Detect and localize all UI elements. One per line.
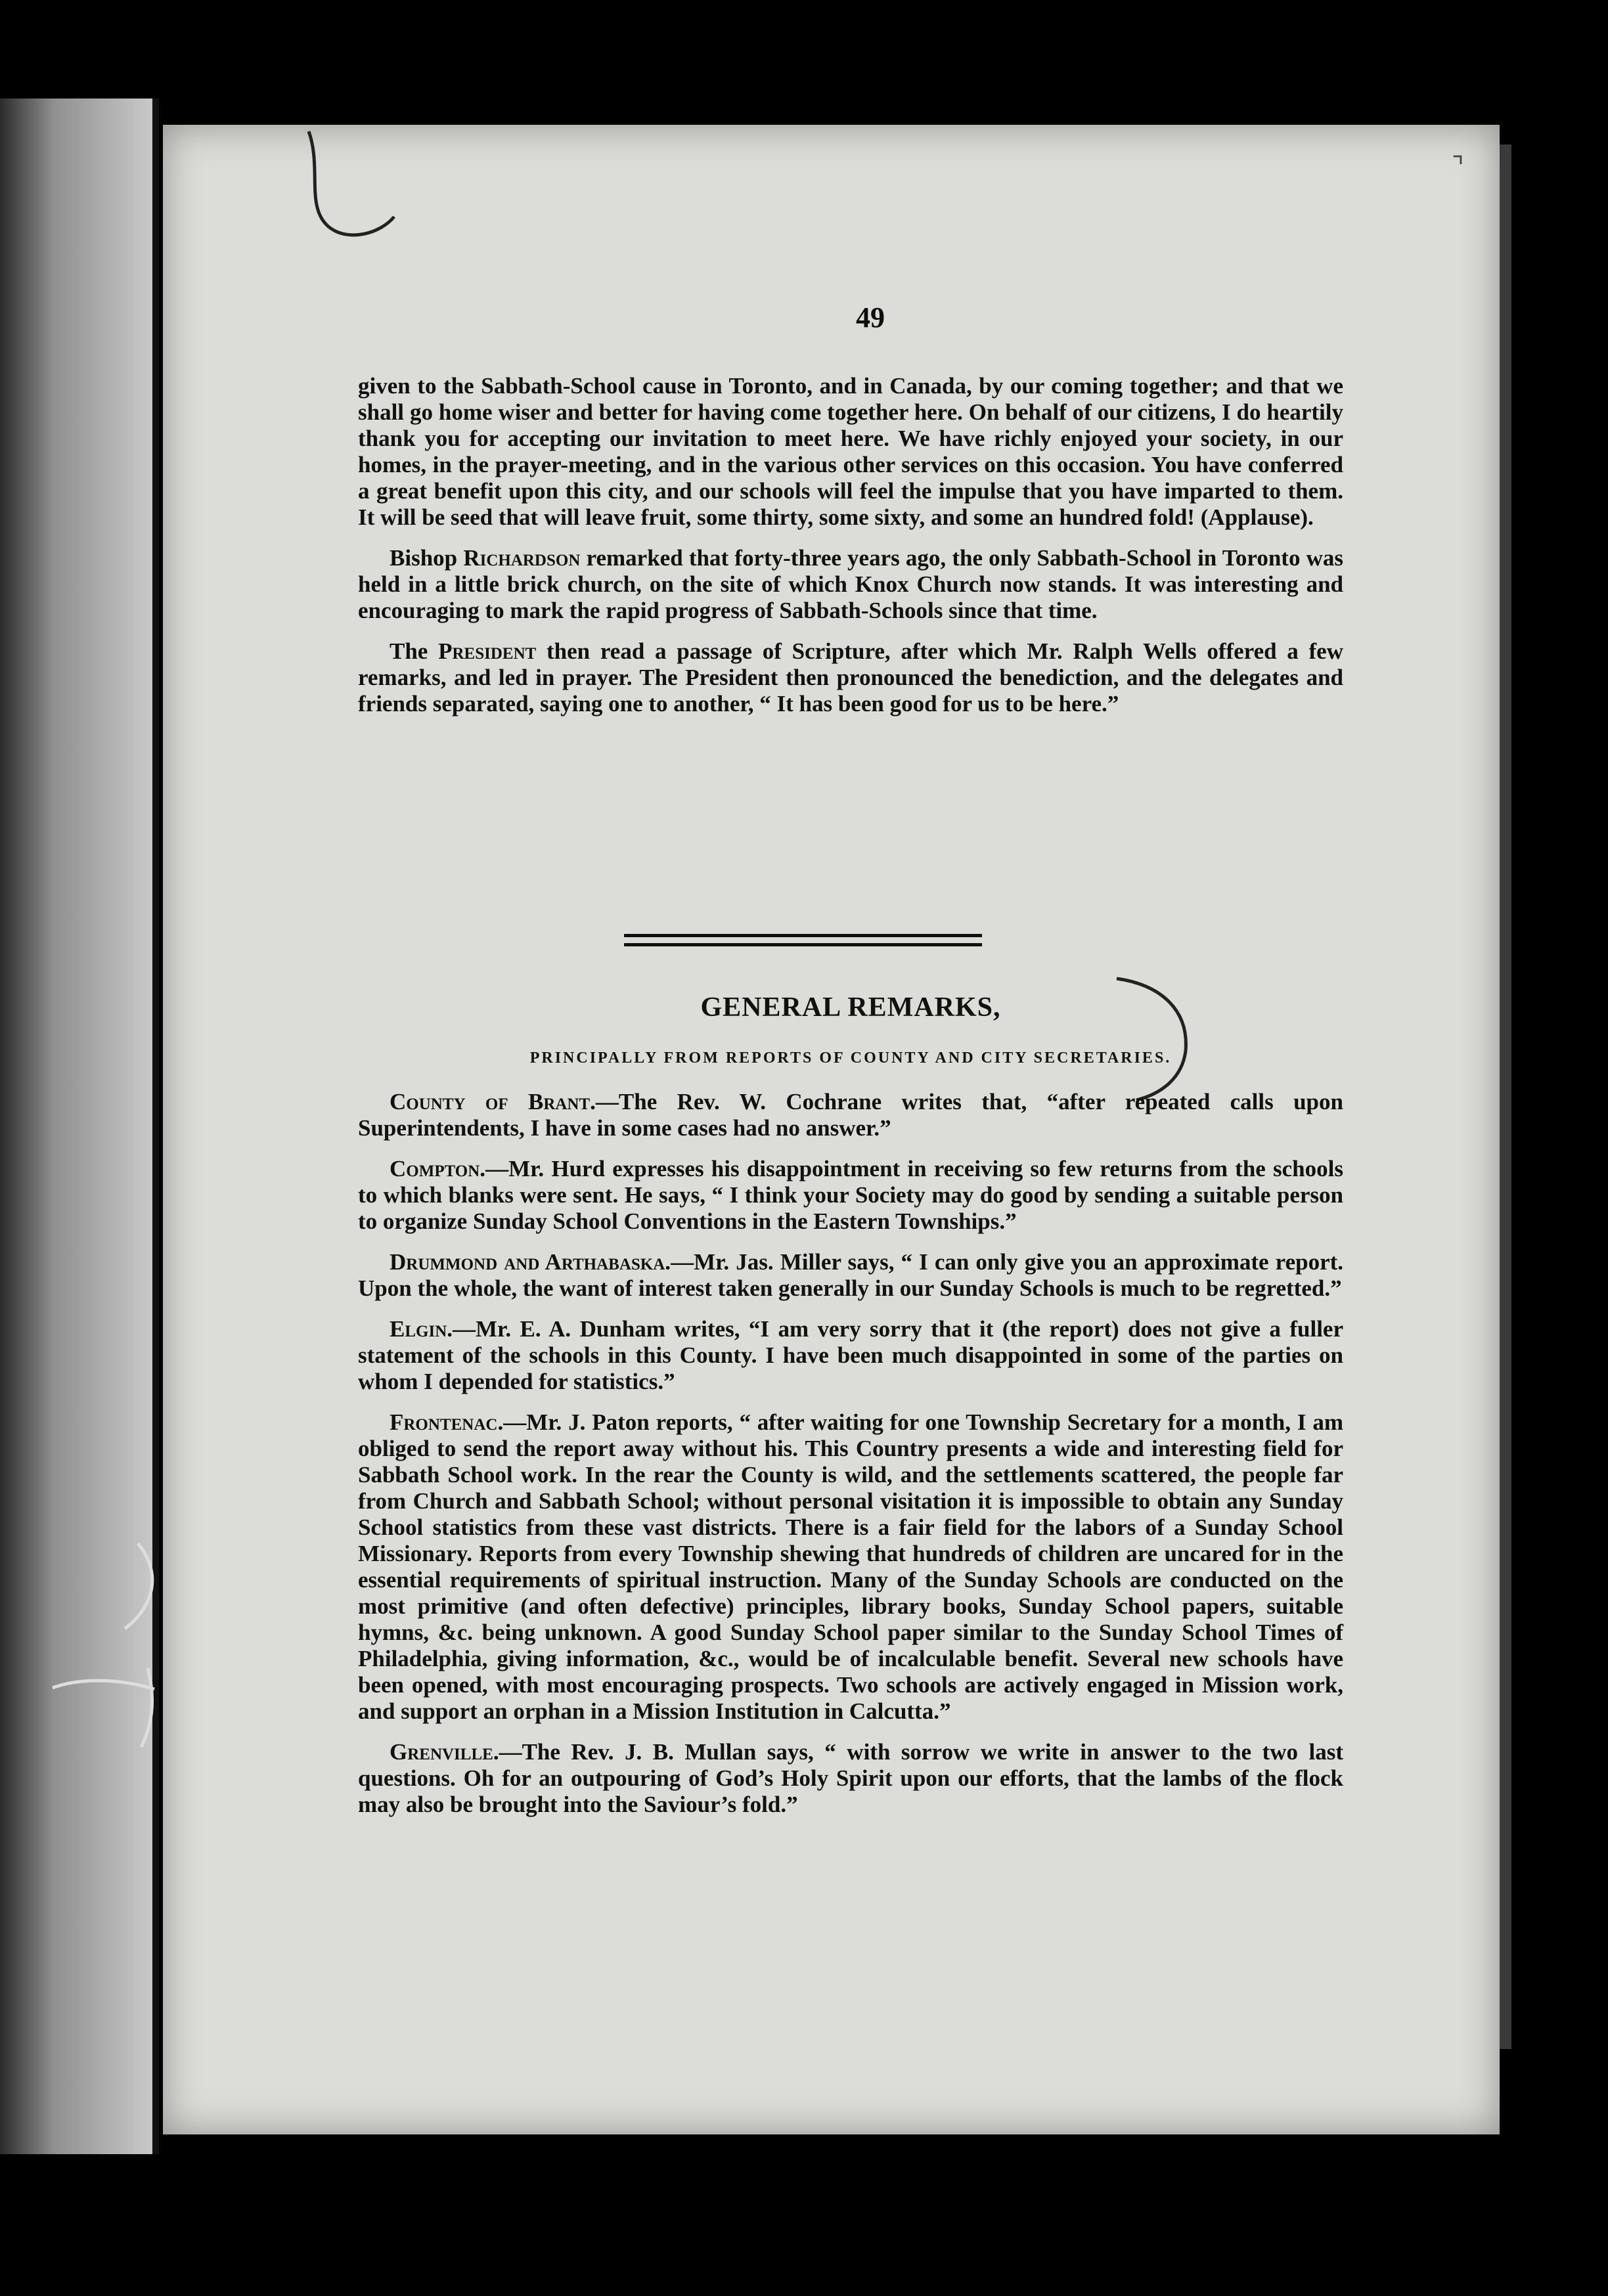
remark-place: Drummond and Arthabaska. [390, 1249, 671, 1275]
remark-text: —The Rev. J. B. Mullan says, “ with sorrow we write in answer to the two last questions. Oh for an outpouring of God’s Holy Spirit upon our efforts, that the lambs of the flock may also be brought into the Saviour’s fold.” [358, 1739, 1343, 1817]
remark-place: Elgin. [390, 1316, 453, 1342]
section-rule-bottom [624, 943, 982, 946]
remark-drummond-arthabaska [358, 1249, 1343, 1302]
section-rule-top [624, 934, 982, 937]
corner-mark: ⌝ [1452, 152, 1464, 181]
remark-grenville [358, 1739, 1343, 1818]
remark-place: County of Brant. [390, 1089, 596, 1115]
paragraph-text: remarked that forty-three years ago, the only Sabbath-School in Toronto was held in a little brick church, on the site of which Knox Church now stands. It was interesting and encouraging to mark the rapid progress of Sabbath-Schools since that time. [358, 545, 1344, 623]
remark-compton [358, 1156, 1343, 1235]
remark-text: —Mr. Hurd expresses his disappointment in receiving so few returns from the schools to which blanks were sent. He says, “ I think your Society may do good by sending a suitable person to organize Sunday School Conventions in the Eastern Townships.” [358, 1156, 1343, 1234]
speaker-name: Richardson [463, 545, 581, 571]
remarks-text [358, 1089, 1343, 1832]
paragraph-continued [358, 373, 1343, 531]
speaker-name: President [438, 638, 537, 664]
page-number: 49 [856, 301, 885, 334]
remark-place: Compton. [390, 1156, 486, 1181]
section-subtitle: PRINCIPALLY FROM REPORTS OF COUNTY AND CITY SECRETARIES. [529, 1049, 1172, 1067]
paragraph-text: then read a passage of Scripture, after which Mr. Ralph Wells offered a few remarks, and led in prayer. The President then pronounced the benediction, and the delegates and friends separated, saying one to another, “ It has been good for us to be here.” [358, 638, 1343, 717]
remark-text: —Mr. Jas. Miller says, “ I can only give you an approximate report. Upon the whole, the want of interest taken generally in our Sunday Schools is much to be regretted.” [358, 1249, 1344, 1301]
paragraph-lead: Bishop [390, 545, 458, 571]
paragraph-lead: The [390, 638, 428, 664]
remark-frontenac [358, 1409, 1343, 1725]
remark-brant [358, 1089, 1343, 1141]
pencil-scribble-top [302, 128, 407, 246]
remark-text: —Mr. J. Paton reports, “ after waiting for one Township Secretary for a month, I am obliged to send the report away without his. This Country presents a wide and interesting field for Sabbath School work. In the rear the County is wild, and the settlements scattered, the people far from Church and Sabbath School; without personal visitation it is impossible to obtain any Sunday School statistics from these vast districts. There is a fair field for the labors of a Sunday School Missionary. Reports from every Township shewing that hundreds of children are uncared for in the essential requirements of spiritual instruction. Many of the Sunday Schools are conducted on the most primitive (and often defective) principles, library books, Sunday School papers, suitable hymns, &c. being unknown. A good Sunday School paper similar to the Sunday School Times of Philadelphia, giving information, &c., would be of incalculable benefit. Several new schools have been opened, with most encouraging prospects. Two schools are actively engaged in Mission work, and support an orphan in a Mission Institution in Calcutta.” [358, 1409, 1343, 1724]
facing-page-edge [0, 99, 159, 2154]
paragraph-president [358, 638, 1343, 717]
remark-elgin [358, 1316, 1343, 1395]
intro-text [358, 373, 1343, 732]
remark-text: —The Rev. W. Cochrane writes that, “after repeated calls upon Superintendents, I have in some cases had no answer.” [358, 1089, 1343, 1141]
section-title: GENERAL REMARKS, [700, 992, 1001, 1023]
remark-place: Frontenac. [390, 1409, 504, 1435]
remark-place: Grenville. [390, 1739, 499, 1765]
remark-text: —Mr. E. A. Dunham writes, “I am very sorry that it (the report) does not give a fuller statement of the schools in this County. I have been much disappointed in some of the parties on whom I depended for statistics.” [358, 1316, 1343, 1394]
page-edge-shadow [1500, 144, 1511, 2049]
pencil-margin-mark [39, 1537, 184, 1754]
paragraph-text: given to the Sabbath-School cause in Toronto, and in Canada, by our coming together; and that we shall go home wiser and better for having come together here. On behalf of our citizens, I do heartily thank you for accepting our invitation to meet here. We have richly enjoyed your society, in our homes, in the prayer-meeting, and in the various other services on this occasion. You have conferred a great benefit upon this city, and our schools will feel the impulse that you have imparted to them. It will be seed that will leave fruit, some thirty, some sixty, and some an hundred fold! (Applause). [358, 373, 1343, 530]
paragraph-bishop-richardson [358, 545, 1343, 624]
